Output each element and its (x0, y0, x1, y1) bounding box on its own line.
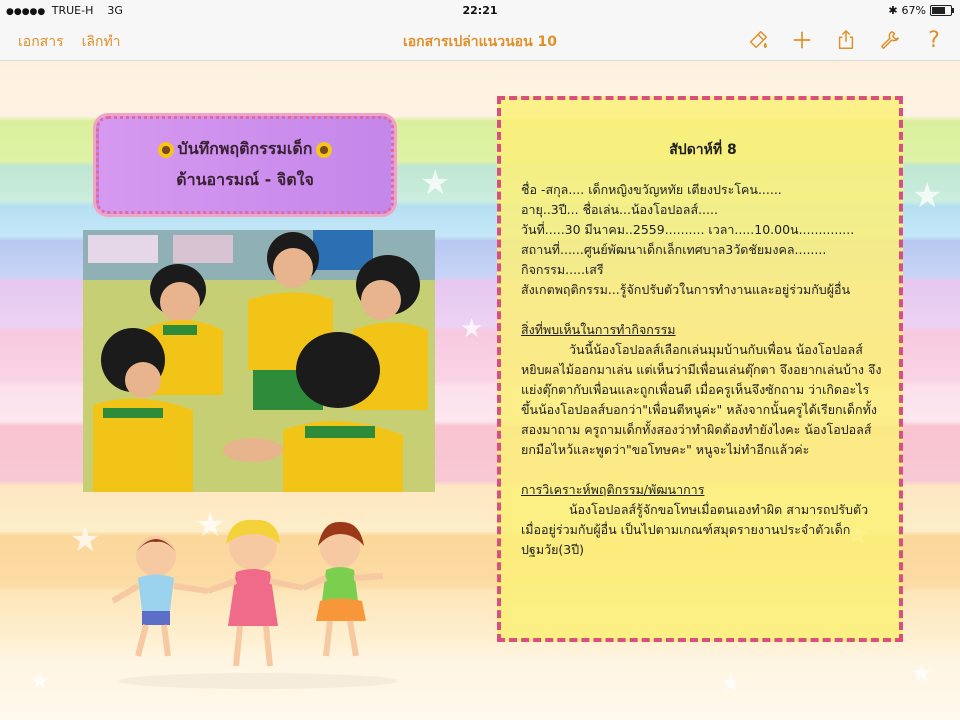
format-brush-icon[interactable] (746, 28, 770, 52)
analysis-heading: การวิเคราะห์พฤติกรรม/พัฒนาการ (521, 482, 705, 497)
star-icon: ★ (720, 669, 742, 697)
documents-button[interactable]: เอกสาร (18, 34, 64, 50)
bluetooth-icon: ✱ (888, 4, 898, 17)
star-icon: ★ (910, 659, 934, 689)
info-line: อายุ..3ปี... ชื่อเล่น...น้องโอปอลส์..... (521, 202, 718, 217)
battery-icon (930, 5, 952, 16)
title-line-1 (158, 137, 333, 162)
battery-percent: 67% (901, 4, 926, 17)
toolbar-left (18, 31, 121, 53)
star-icon: ★ (195, 505, 226, 545)
toolbar-right (746, 28, 946, 52)
undo-button[interactable]: เลิกทำ (81, 34, 121, 50)
title-box[interactable] (96, 116, 394, 214)
star-icon: ★ (30, 669, 50, 694)
info-line: ชื่อ -สกุล.... เด็กหญิงขวัญหทัย เตียงประโคน...... (521, 182, 782, 197)
wrench-icon[interactable] (878, 28, 902, 52)
analysis-text: น้องโอปอลส์รู้จักขอโทษเมื่อตนเองทำผิด สามารถปรับตัวเมื่ออยู่ร่วมกับผู้อื่น เป็นไปตามเกณฑ์สมุดรายงานประจำตัวเด็กปฐมวัย(3ปี) (521, 502, 869, 557)
children-photo-art (83, 230, 435, 492)
help-button[interactable]: ? (928, 27, 940, 53)
children-photo[interactable] (83, 230, 435, 492)
document-title: เอกสารเปล่าแนวนอน 10 (402, 34, 558, 50)
title-text-1: บันทึกพฤติกรรมเด็ก (177, 139, 313, 158)
info-line: สังเกตพฤติกรรม...รู้จักปรับตัวในการทำงานและอยู่ร่วมกับผู้อื่น (521, 282, 851, 297)
kids-illustration (108, 516, 408, 691)
title-text-2: ด้านอารมณ์ - จิตใจ (176, 170, 314, 189)
info-line: สถานที่......ศูนย์พัฒนาเด็กเล็กเทศบาล3วัดชัยมงคล........ (521, 242, 827, 257)
network-type: 3G (107, 4, 123, 17)
clock: 22:21 (462, 4, 498, 17)
text-panel[interactable] (497, 96, 903, 642)
info-line: วันที่.....30 มีนาคม..2559.......... เวลา.....10.00น.............. (521, 222, 855, 237)
document-canvas[interactable] (0, 61, 960, 720)
star-icon: ★ (70, 520, 101, 560)
sunflower-icon (158, 142, 174, 158)
add-icon[interactable] (790, 28, 814, 52)
share-icon[interactable] (834, 28, 858, 52)
status-right (888, 4, 952, 17)
carrier-name: TRUE-H (51, 4, 94, 17)
week-heading: สัปดาห์ที่ 8 (669, 142, 737, 158)
star-icon: ★ (912, 176, 943, 216)
found-heading: สิ่งที่พบเห็นในการทำกิจกรรม (521, 322, 676, 337)
found-text: วันนี้น้องโอปอลส์เลือกเล่นมุมบ้านกับเพื่อน น้องโอปอลส์หยิบผลไม้ออกมาเล่น แต่เห็นว่ามีเพื่อนเล่นตุ๊กตา จึงอยากเล่นบ้าง จึงแย่งตุ๊กตากับเพื่อนและถูกเพื่อนตี เมื่อครูเห็นจึงซักถาม ว่าเกิดอะไรขึ้นน้องโอปอลส์บอกว่า"เพื่อนตีหนูค่ะ" หลังจากนั้นครูได้เรียกเด็กทั้งสองมาถาม ครูถามเด็กทั้งสองว่าทำผิดต้องทำยังไงคะ น้องโอปอลส์ยกมือไหว้และพูดว่า"ขอโทษคะ" หนูจะไม่ทำอีกแล้วค่ะ (521, 342, 882, 457)
star-icon: ★ (460, 314, 484, 344)
info-line: กิจกรรม.....เสรี (521, 262, 604, 277)
kids-illustration-art (108, 516, 408, 691)
app-toolbar (0, 22, 960, 61)
star-icon: ★ (420, 163, 451, 203)
status-bar (0, 0, 960, 22)
panel-text (521, 140, 885, 560)
battery-fill (932, 7, 945, 14)
sunflower-icon (316, 142, 332, 158)
signal-strength-icon: ●●●●● (6, 7, 46, 17)
